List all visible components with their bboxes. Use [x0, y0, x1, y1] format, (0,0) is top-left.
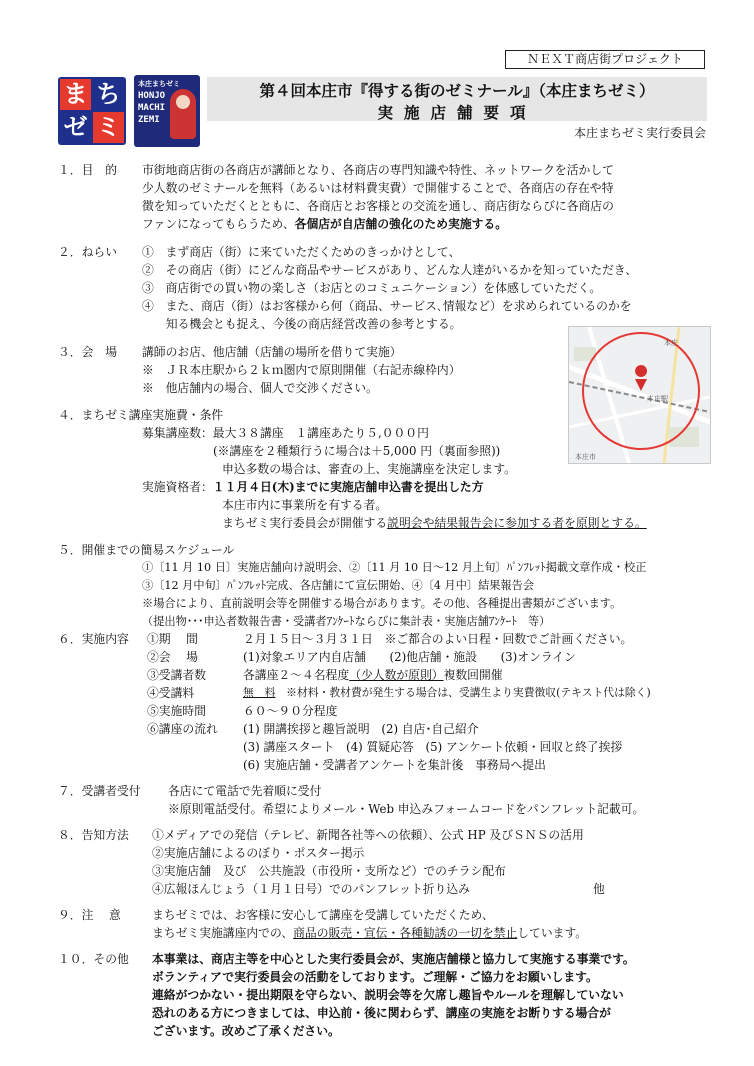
section-10-line-3: 連絡がつかない・提出期限を守らない、説明会等を欠席し趣旨やルールを理解していない [152, 988, 624, 1002]
section-2-line-3: ③ 商店街での買い物の楽しさ（お店とのコミュニケーション）を体感していただく。 [142, 281, 602, 295]
section-8-line-2: ②実施店舗によるのぼり・ポスター掲示 [152, 846, 365, 860]
logo2-text-4: ZEMI [138, 115, 160, 125]
section-5-line-2: ③〔12 月中旬〕ﾊﾟﾝﾌﾚｯﾄ完成、各店舗にて宣伝開始、④〔4 月中〕結果報告会 [142, 579, 535, 592]
section-1-heading: １．目 的 [58, 163, 117, 177]
section-5-line-3: ※場合により、直前説明会等を開催する場合があります。その他、各種提出書類がございます。 [142, 597, 622, 610]
section-2-line-2: ② その商店（街）にどんな商品やサービスがあり、どんな人達がいるかを知っていただき、 [142, 263, 637, 277]
fee-value [243, 684, 651, 702]
section-1-line-4-bold: 各個店が自店舗の強化のため実施する。 [294, 217, 508, 231]
section-3-heading: ３．会 場 [58, 345, 117, 359]
section-4-line-6 [222, 514, 647, 532]
section-10-line-5: ございます。改めご了承ください。 [152, 1024, 340, 1038]
map-label-1: 本庄 [664, 339, 678, 347]
section-1-line-4-text: ファンになってもらうため、 [142, 217, 295, 231]
section-10-line-1: 本事業は、商店主等を中心とした実行委員会が、実施店舗様と協力して実施する事業です。 [152, 952, 635, 966]
map-svg [569, 327, 710, 463]
fee-label: ④受講料 [147, 686, 195, 700]
section-7-line-2: ※原則電話受付。希望によりメール・Web 申込みフォームコードをパンフレット記載可。 [168, 802, 645, 816]
section-8-etc: 他 [593, 882, 605, 896]
qualification-deadline: １１月４日(木)までに実施店舗申込書を提出した方 [212, 480, 484, 494]
logo-char-ma: ま [60, 79, 91, 110]
schedule-period-label: ①期 間 [147, 632, 198, 646]
section-4-line-3: 申込多数の場合は、審査の上、実施講座を決定します。 [222, 462, 516, 476]
section-9-line-2-text: まちゼミ実施講座内での、 [152, 926, 294, 940]
section-10-line-2: ボランティアで実行委員会の活動をしております。ご理解・ご協力をお願いします。 [152, 970, 598, 984]
map-label-3: 本庄市 [575, 453, 596, 461]
section-2-line-1: ① まず商店（街）に来ていただくためのきっかけとして、 [142, 245, 461, 259]
section-2-line-5: 知る機会とも捉え、今後の商店経営改善の参考とする。 [154, 317, 462, 331]
flow-label: ⑥講座の流れ [147, 722, 218, 736]
section-8-heading: ８．告知方法 [58, 828, 129, 842]
duration-value: ６０～９０分程度 [243, 704, 338, 718]
section-2-heading: ２．ねらい [58, 245, 117, 259]
logo2-text-3: MACHI [138, 103, 166, 113]
attendees-note: （少人数が原則） [349, 668, 444, 682]
section-4-line-1: 募集講座数：最大３８講座 １講座あたり５,０００円 [142, 426, 429, 440]
section-5-line-1: ①〔11 月 10 日〕実施店舗向け説明会、②〔11 月 10 日～12 月上旬〕ﾊﾟﾝﾌﾚｯﾄ掲載文章作成・校正 [142, 561, 647, 574]
project-tag: ＮＥＸＴ商店街プロジェクト [505, 50, 705, 69]
flow-step-3: (6) 実施店舗・受講者アンケートを集計後 事務局へ提出 [243, 758, 546, 772]
section-3-line-1: 講師のお店、他店舗（店舗の場所を借りて実施） [142, 345, 402, 359]
section-9-line-1: まちゼミでは、お客様に安心して講座を受講していただくため、 [152, 908, 494, 922]
section-10-line-4: 恐れのある方につきましては、申込前・後に関わらず、講座の実施をお断りする場合が [152, 1006, 611, 1020]
attendees-count: 各講座２～４名程度 [243, 668, 350, 682]
section-8-line-3: ③実施店舗 及び 公共施設（市役所・支所など）でのチラシ配布 [152, 864, 506, 878]
schedule-period-value: ２月１５日～３月３１日 ※ご都合のよい日程・回数でご計画ください。 [243, 632, 633, 646]
section-1-line-1: 市街地商店街の各商店が講師となり、各商店の専門知識や特性、ネットワークを活かして [142, 163, 614, 177]
section-5-line-4: （提出物･･･申込者数報告書・受講者ｱﾝｹｰﾄならびに集計表・実施店舗ｱﾝｹｰﾄ 等） [142, 615, 551, 628]
section-4-line-2: (※講座を２種類行うに場合は＋5,000 円（裏面参照)) [213, 444, 501, 458]
machizemi-logo [58, 77, 126, 145]
honjo-machizemi-logo [134, 75, 200, 147]
logo2-text-1: 本庄まちゼミ [138, 80, 180, 88]
section-1-line-2: 少人数のゼミナールを無料（あるいは材料費実費）で開催することで、各商店の存在や特 [142, 181, 614, 195]
section-4-line-6-underline: 説明会や結果報告会に参加する者を原則とする。 [387, 516, 647, 530]
section-8-line-1: ①メディアでの発信（テレビ、新聞各社等への依頼）、公式 HP 及びＳＮＳの活用 [152, 828, 584, 842]
flow-step-2: (3) 講座スタート (4) 質疑応答 (5) アンケート依頼・回収と終了挨拶 [243, 740, 623, 754]
section-7-heading: ７．受講者受付 [58, 784, 141, 798]
section-7-line-1: 各店にて電話で先着順に受付 [168, 784, 322, 798]
fee-free: 無 料 [243, 686, 276, 699]
attendees-value [243, 666, 503, 684]
section-4-line-4 [142, 478, 484, 496]
section-4-line-5: 本庄市内に事業所を有する者。 [222, 498, 388, 512]
page-title: 第４回本庄市『得する街のゼミナール』（本庄まちゼミ） [259, 81, 655, 100]
section-1-line-3: 徴を知っていただくとともに、各商店とお客様との交流を通し、商店街ならびに各商店の [142, 199, 614, 213]
section-4-heading: ４．まちゼミ講座実施費・条件 [58, 408, 224, 422]
organizer-name: 本庄まちゼミ実行委員会 [573, 126, 706, 140]
fee-note: ※材料・教材費が発生する場合は、受講生より実費徴収(テキスト代は除く) [275, 686, 651, 699]
section-5-heading: ５．開催までの簡易スケジュール [58, 543, 235, 557]
section-9-line-2 [152, 924, 587, 942]
section-9-prohibition: 商品の販売・宣伝・各種勧誘の一切を禁止 [293, 926, 518, 940]
section-3-line-3: ※ 他店舗内の場合、個人で交渉ください。 [142, 381, 378, 395]
attendees-label: ③受講者数 [147, 668, 206, 682]
section-4-line-6-text: まちゼミ実行委員会が開催する [222, 516, 388, 530]
section-1-line-4 [142, 215, 507, 233]
section-9-heading: ９．注 意 [58, 908, 121, 922]
section-8-line-4: ④広報ほんじょう（１月１日号）でのパンフレット折り込み [152, 882, 470, 896]
section-9-line-2-end: しています。 [517, 926, 588, 940]
page-subtitle: 実施店舗要項 [377, 103, 537, 122]
venue-value: (1)対象エリア内自店舗 (2)他店舗・施設 (3)オンライン [243, 650, 576, 664]
section-3-line-2: ※ ＪＲ本庄駅から２ｋｍ圏内で原則開催（右記赤線枠内） [142, 363, 461, 377]
map-label-2: 本庄駅 [647, 395, 668, 403]
section-2-line-4: ④ また、商店（街）はお客様から何（商品、サービス､情報など）を求められているのかを [142, 299, 632, 313]
mascot-face-icon [176, 95, 190, 109]
venue-label: ②会 場 [147, 650, 198, 664]
area-map [568, 326, 711, 464]
section-6-heading: ６．実施内容 [58, 632, 129, 646]
logo-char-mi: ミ [93, 112, 124, 143]
attendees-repeat: 複数回開催 [443, 668, 503, 682]
flow-step-1: (1) 開講挨拶と趣旨説明 (2) 自店･自己紹介 [243, 722, 479, 736]
logo-char-chi: ち [93, 79, 124, 110]
section-10-heading: １０．その他 [58, 952, 129, 966]
duration-label: ⑤実施時間 [147, 704, 206, 718]
logo2-text-2: HONJO [138, 91, 166, 101]
logo-char-ze: ゼ [60, 112, 91, 143]
qualification-label: 実施資格者： [142, 480, 213, 494]
